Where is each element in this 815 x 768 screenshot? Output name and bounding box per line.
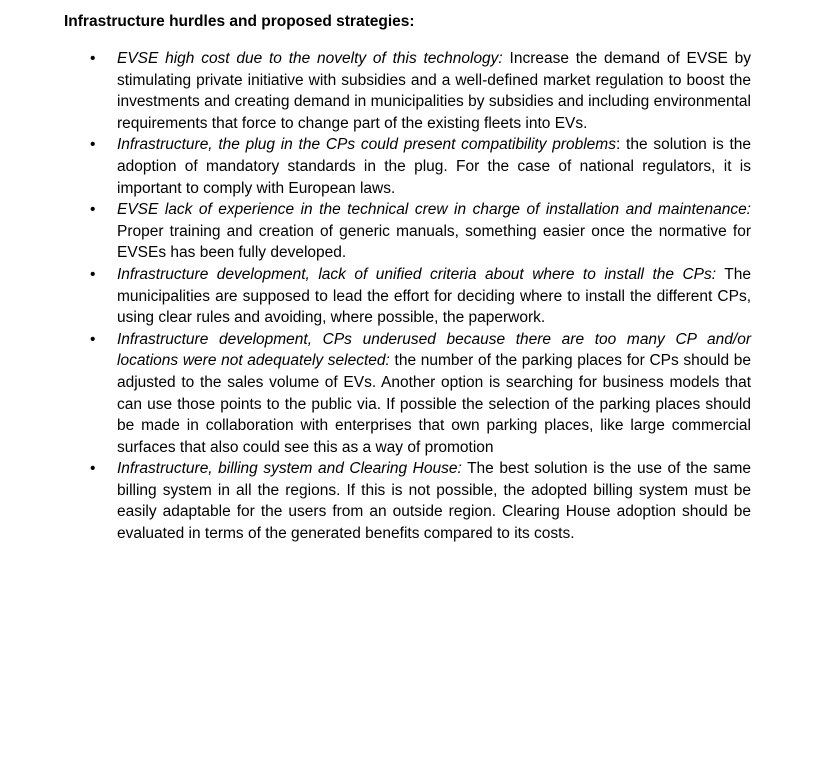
strategy-list bbox=[90, 48, 751, 545]
item-text: The best solution is the use of the same billing system in all the regions. If this is not possible, the adopted billing system must be easily adaptable for the users from an outside region. Clearing House adoption should be evaluated in terms of the generated benefits compared to its costs. bbox=[117, 460, 751, 543]
item-lead: Infrastructure, billing system and Clearing House: bbox=[117, 460, 462, 478]
bullet-icon: • bbox=[90, 201, 96, 219]
list-item bbox=[90, 329, 751, 459]
item-lead: Infrastructure development, lack of unified criteria about where to install the CPs: bbox=[117, 265, 717, 283]
list-item bbox=[90, 264, 751, 329]
bullet-icon: • bbox=[90, 50, 96, 67]
item-text: : the solution is the adoption of mandatory standards in the plug. For the case of national regulators, it is important to comply with European laws. bbox=[117, 136, 751, 197]
bullet-icon: • bbox=[90, 265, 96, 283]
item-lead: Infrastructure development, CPs underused because there are too many CP and/or locations were not adequately selected: bbox=[117, 330, 751, 370]
list-item bbox=[90, 199, 751, 264]
list-item bbox=[90, 458, 751, 544]
item-lead: EVSE high cost due to the novelty of this technology: bbox=[117, 50, 503, 67]
bullet-icon: • bbox=[90, 136, 96, 154]
list-item bbox=[90, 134, 751, 199]
item-lead: Infrastructure, the plug in the CPs could present compatibility problems bbox=[117, 136, 616, 154]
bullet-icon: • bbox=[90, 330, 96, 348]
item-text: Increase the demand of EVSE by stimulating private initiative with subsidies and a well-defined market regulation to boost the investments and creating demand in municipalities by subsidies and including environmental requirements that force to change part of the existing fleets into EVs. bbox=[117, 50, 751, 132]
item-text: Proper training and creation of generic manuals, something easier once the normative for EVSEs has been fully developed. bbox=[117, 222, 751, 262]
bullet-icon: • bbox=[90, 460, 96, 478]
item-lead: EVSE lack of experience in the technical crew in charge of installation and maintenance: bbox=[117, 201, 751, 219]
section-heading: Infrastructure hurdles and proposed strategies: bbox=[64, 13, 415, 30]
list-item bbox=[90, 48, 751, 134]
item-text: The municipalities are supposed to lead the effort for deciding where to install the different CPs, using clear rules and avoiding, where possible, the paperwork. bbox=[117, 265, 751, 327]
item-text: the number of the parking places for CPs should be adjusted to the sales volume of EVs. Another option is searching for business models that can use those points to the public via. If possible the selection of the parking places should be made in collaboration with enterprises that own parking places, like large commercial surfaces that also could see this as a way of promotion bbox=[117, 352, 751, 456]
